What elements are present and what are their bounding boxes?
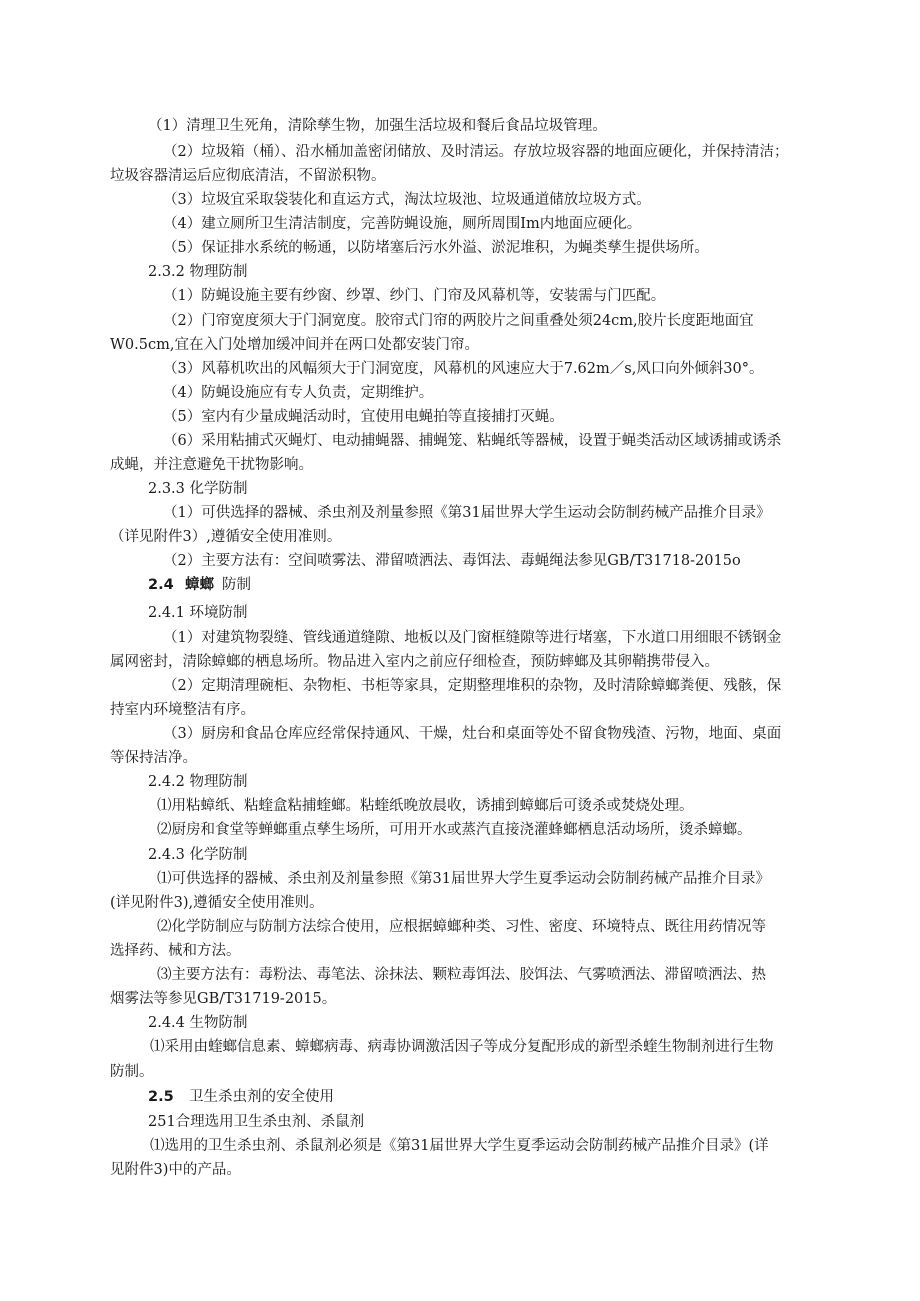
paragraph-line: （1）对建筑物裂缝、管线通道缝隙、地板以及门窗框缝隙等进行堵塞，下水道口用细眼不锈钢金 xyxy=(163,630,782,646)
subsection-heading: 2.4.1 环境防制 xyxy=(148,605,248,621)
subsection-heading: 2.4.3 化学防制 xyxy=(148,847,248,863)
paragraph-line: （4）防蝇设施应有专人负责，定期维护。 xyxy=(163,385,434,401)
paragraph-line: 属网密封，清除蟑螂的栖息场所。物品进入室内之前应仔细检查，预防蟀螂及其卵鞘携带侵入。 xyxy=(110,654,719,670)
paragraph-line: （4）建立厕所卫生清洁制度，完善防蝇设施，厕所周围Im内地面应硬化。 xyxy=(163,216,642,232)
paragraph-line: ⑵化学防制应与防制方法综合使用，应根据蟑螂种类、习性、密度、环境特点、既往用药情况等 xyxy=(157,919,766,935)
section-heading-title: 卫生杀虫剂的安全使用 xyxy=(189,1089,334,1105)
paragraph-line: ⑴可供选择的器械、杀虫剂及剂量参照《第31届世界大学生夏季运动会防制药械产品推介目录》 xyxy=(157,871,770,887)
paragraph-line: （2）主要方法有：空间喷雾法、滞留喷洒法、毒饵法、毒蝇绳法参见GB/T31718-2015o xyxy=(163,553,741,569)
paragraph-line: ⑴采用由蝰螂信息素、蟑螂病毒、病毒协调激活因子等成分复配形成的新型杀蝰生物制剂进行生物 xyxy=(150,1039,774,1055)
section-heading-title: 蟑螂 xyxy=(185,577,214,593)
paragraph-line: （6）采用粘捕式灭蝇灯、电动捕蝇器、捕蝇笼、粘蝇纸等器械，设置于蝇类活动区域诱捕或诱杀 xyxy=(163,433,782,449)
paragraph-line: (详见附件3),遵循安全使用准则。 xyxy=(110,895,324,911)
paragraph-line: 垃圾容器清运后应彻底清洁，不留淤积物。 xyxy=(110,168,386,184)
paragraph-line: 成蝇，并注意避免干扰物影响。 xyxy=(110,457,313,473)
paragraph-line: ⑵厨房和食堂等蝉螂重点孳生场所，可用开水或蒸汽直接浇灌蜂螂栖息活动场所，烫杀蟑螂。 xyxy=(157,822,752,838)
paragraph-line: 等保持洁净。 xyxy=(110,750,197,766)
paragraph-line: （1）可供选择的器械、杀虫剂及剂量参照《第31届世界大学生运动会防制药械产品推介目录》 xyxy=(163,505,771,521)
paragraph-line: （5）室内有少量成蝇活动时，宜使用电蝇拍等直接捕打灭蝇。 xyxy=(163,409,564,425)
subsection-heading: 2.3.3 化学防制 xyxy=(148,481,248,497)
subsection-heading: 251合理选用卫生杀虫剂、杀鼠剂 xyxy=(148,1114,365,1130)
paragraph-line: 持室内环境整洁有序。 xyxy=(110,702,255,718)
paragraph-line: （3）厨房和食品仓库应经常保持通风、干燥，灶台和桌面等处不留食物残渣、污物，地面、桌面 xyxy=(163,726,782,742)
paragraph-line: 防制。 xyxy=(110,1064,154,1080)
section-heading-number: 2.5 xyxy=(148,1089,174,1105)
paragraph-line: （1）防蝇设施主要有纱窗、纱罩、纱门、门帘及风幕机等，安装需与门匹配。 xyxy=(163,288,666,304)
paragraph-line: 见附件3)中的产品。 xyxy=(110,1162,241,1178)
paragraph-line: （2）垃圾箱（桶）、沿水桶加盖密闭储放、及时清运。存放垃圾容器的地面应硬化，并保持清洁； xyxy=(163,144,789,160)
subsection-heading: 2.4.4 生物防制 xyxy=(148,1015,248,1031)
paragraph-line: 烟雾法等参见GB/T31719-2015。 xyxy=(110,991,337,1007)
paragraph-line: ⑶主要方法有：毒粉法、毒笔法、涂抹法、颗粒毒饵法、胶饵法、气雾喷洒法、滞留喷洒法、热 xyxy=(157,967,766,983)
subsection-heading: 2.3.2 物理防制 xyxy=(148,264,248,280)
paragraph-line: W0.5cm,宜在入门处增加缓冲间并在两口处都安装门帘。 xyxy=(110,337,479,353)
section-heading-title-suffix: 防制 xyxy=(222,577,251,593)
paragraph-line: ⑴用粘蟑纸、粘蝰盒粘捕蝰螂。粘蝰纸晚放晨收，诱捕到蟑螂后可烫杀或焚烧处理。 xyxy=(157,798,694,814)
paragraph-line: 选择药、械和方法。 xyxy=(110,943,241,959)
paragraph-line: （3）垃圾宜采取袋装化和直运方式，淘汰垃圾池、垃圾通道储放垃圾方式。 xyxy=(163,192,651,208)
section-heading-number: 2.4 xyxy=(148,577,174,593)
paragraph-line: （2）定期清理碗柜、杂物柜、书柜等家具，定期整理堆积的杂物，及时清除蟑螂粪便、残骸，保 xyxy=(163,678,782,694)
paragraph-line: ⑴选用的卫生杀虫剂、杀鼠剂必须是《第31届世界大学生夏季运动会防制药械产品推介目录》(详 xyxy=(150,1138,769,1154)
paragraph-line: （2）门帘宽度须大于门洞宽度。胶帘式门帘的两胶片之间重叠处须24cm,胶片长度距地面宜 xyxy=(163,313,754,329)
paragraph-line: （1）清理卫生死角，清除孳生物，加强生活垃圾和餐后食品垃圾管理。 xyxy=(148,118,607,134)
paragraph-line: （3）风幕机吹出的风幅须大于门洞宽度，风幕机的风速应大于7.62m／s,风口向外倾斜30°。 xyxy=(163,361,764,377)
paragraph-line: （5）保证排水系统的畅通，以防堵塞后污水外溢、淤泥堆积，为蝇类孳生提供场所。 xyxy=(163,240,709,256)
paragraph-line: （详见附件3）,遵循安全使用准则。 xyxy=(110,529,342,545)
subsection-heading: 2.4.2 物理防制 xyxy=(148,774,248,790)
